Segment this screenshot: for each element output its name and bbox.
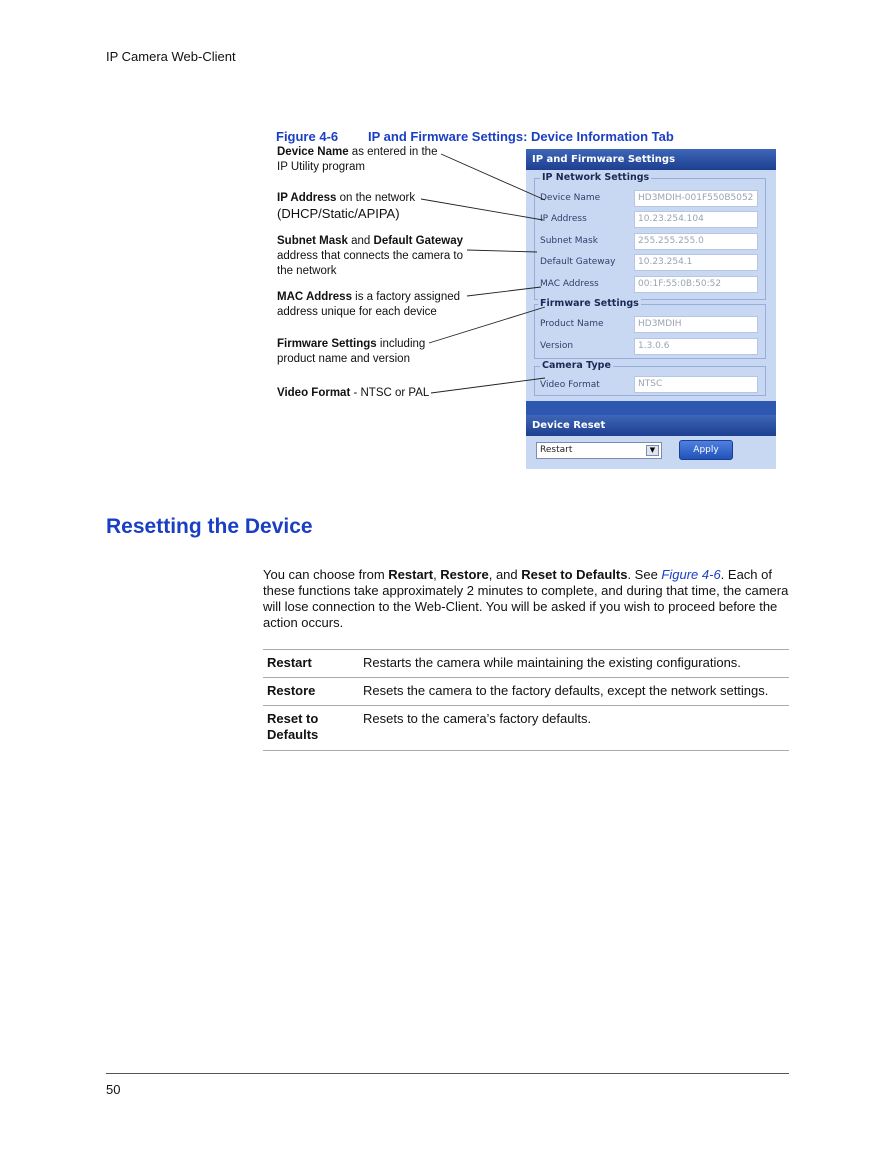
device-name-label: Device Name [540, 193, 601, 203]
reset-options-table [263, 649, 789, 751]
subnet-mask-field: 255.255.255.0 [634, 233, 758, 250]
settings-screenshot [526, 149, 776, 469]
table-row [263, 706, 789, 751]
default-gateway-field: 10.23.254.1 [634, 254, 758, 271]
table-row [263, 650, 789, 678]
reset-select: Restart ▼ [536, 442, 662, 459]
ip-address-field: 10.23.254.104 [634, 211, 758, 228]
figure-title: IP and Firmware Settings: Device Information Tab [368, 129, 674, 144]
ip-address-label: IP Address [540, 214, 587, 224]
page-number: 50 [106, 1082, 121, 1097]
figure-caption [276, 129, 674, 144]
product-name-label: Product Name [540, 319, 604, 329]
body-paragraph: You can choose from Restart, Restore, and Reset to Defaults. See Figure 4-6. Each of these functions take approximately 2 minutes to complete, and during that time, the camera will lose connection to the Web-Client. You will be asked if you wish to proceed before the action occurs. [263, 567, 789, 630]
option-term: Reset to Defaults [263, 706, 359, 751]
option-term: Restart [263, 650, 359, 678]
section-heading: Resetting the Device [106, 515, 313, 538]
figure-number: Figure 4-6 [276, 129, 339, 144]
device-reset-title: Device Reset [526, 415, 776, 436]
chevron-down-icon: ▼ [646, 445, 659, 456]
option-description: Resets the camera to the factory defaults, except the network settings. [359, 678, 789, 706]
mac-address-label: MAC Address [540, 279, 599, 289]
callout-device-name: Device Name as entered in the IP Utility program [277, 146, 438, 173]
firmware-group-title: Firmware Settings [540, 298, 639, 309]
mac-address-field: 00:1F:55:0B:50:52 [634, 276, 758, 293]
camera-type-group-title: Camera Type [542, 360, 611, 371]
product-name-field: HD3MDIH [634, 316, 758, 333]
callout-video-format: Video Format - NTSC or PAL [277, 387, 430, 399]
option-description: Restarts the camera while maintaining the existing configurations. [359, 650, 789, 678]
version-field: 1.3.0.6 [634, 338, 758, 355]
footer-rule [106, 1073, 789, 1074]
callout-ip-address: IP Address on the network (DHCP/Static/APIPA) [277, 192, 416, 221]
apply-button: Apply [679, 440, 733, 460]
option-description: Resets to the camera’s factory defaults. [359, 706, 789, 751]
panel-title: IP and Firmware Settings [526, 149, 776, 170]
running-header: IP Camera Web-Client [106, 49, 236, 64]
ip-network-group-title: IP Network Settings [542, 172, 650, 183]
leader-ip-address [421, 199, 543, 220]
table-row [263, 678, 789, 706]
device-name-field: HD3MDIH-001F550B5052 [634, 190, 758, 207]
callout-firmware: Firmware Settings including product name and version [277, 338, 426, 365]
option-term: Restore [263, 678, 359, 706]
version-label: Version [540, 341, 574, 351]
callout-subnet-gateway: Subnet Mask and Default Gateway address that connects the camera to the network [277, 235, 464, 277]
callout-mac-address: MAC Address is a factory assigned address unique for each device [277, 291, 461, 318]
figure-link[interactable]: Figure 4-6 [661, 567, 721, 582]
default-gateway-label: Default Gateway [540, 257, 616, 267]
subnet-mask-label: Subnet Mask [540, 236, 598, 246]
video-format-label: Video Format [540, 380, 600, 390]
video-format-field: NTSC [634, 376, 758, 393]
